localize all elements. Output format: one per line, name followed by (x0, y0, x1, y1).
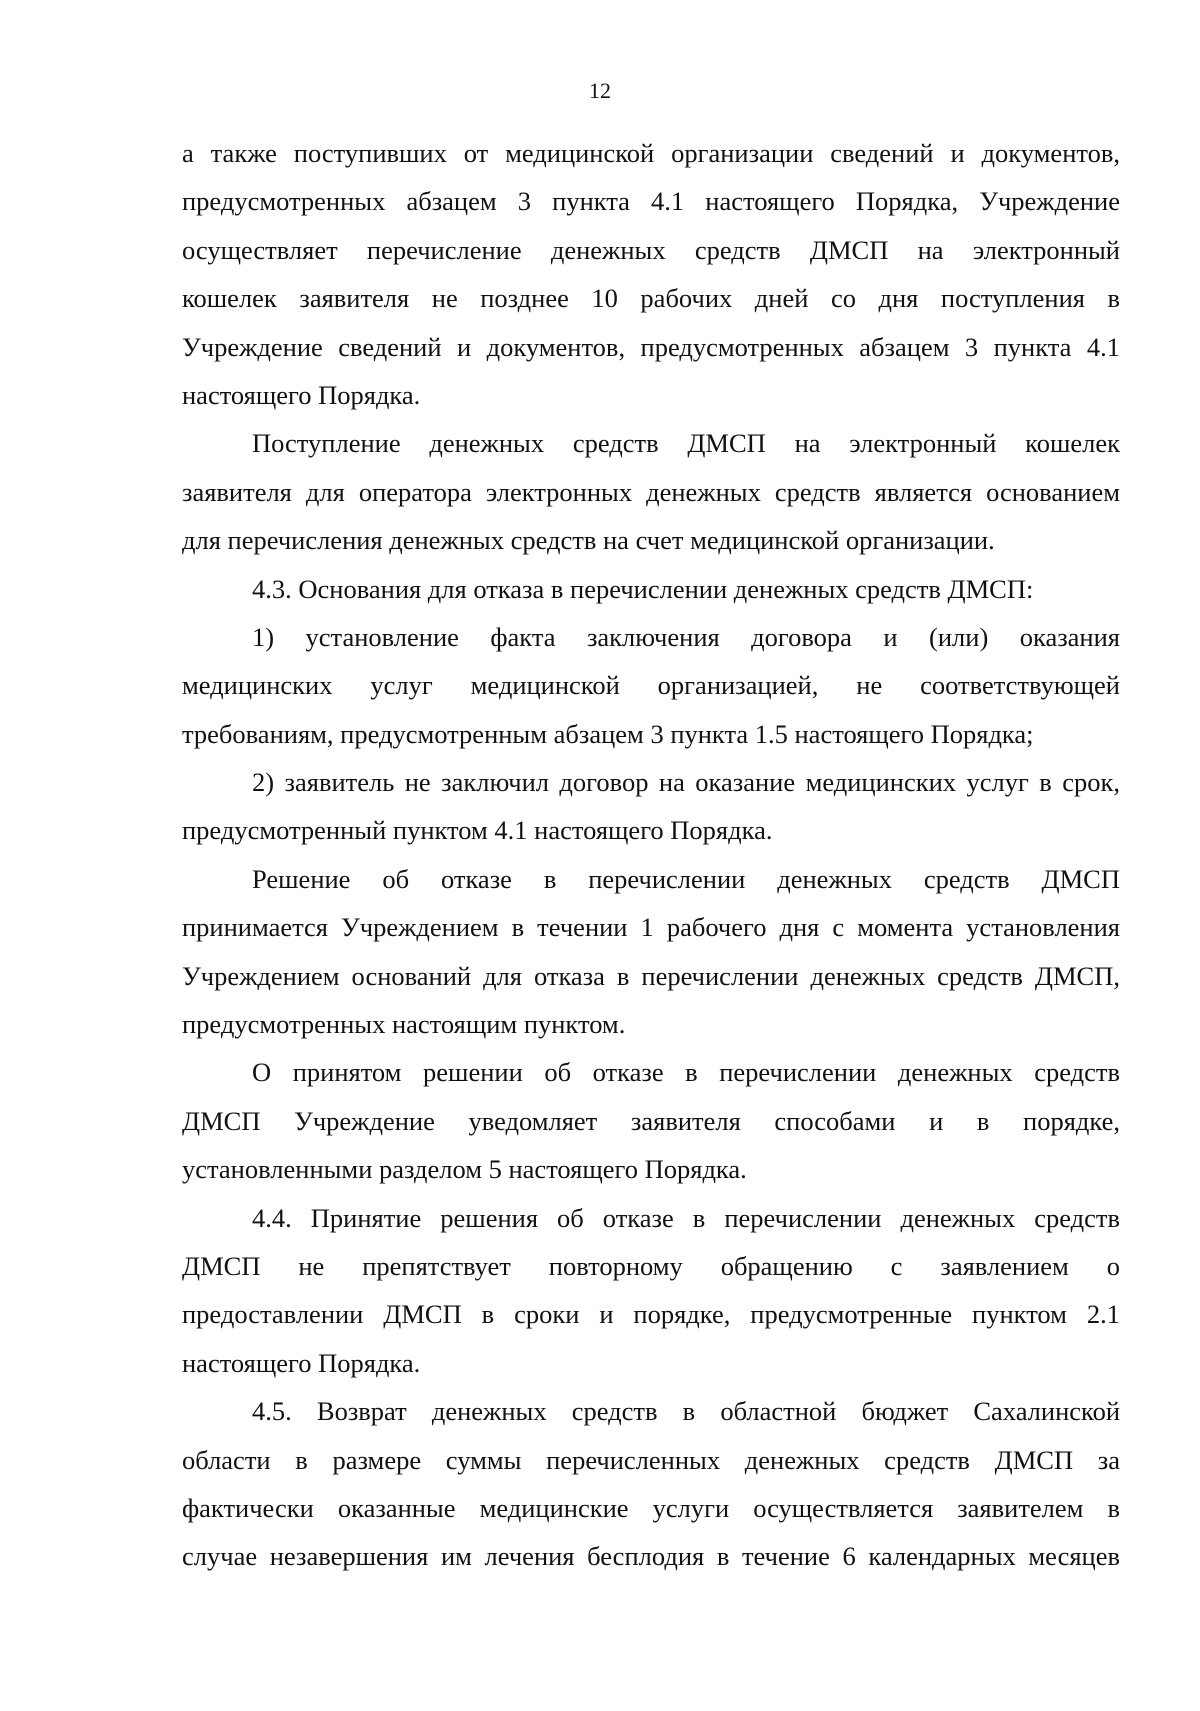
text-line: кошелек заявителя не позднее 10 рабочих дней со дня поступления в (182, 283, 1120, 314)
text-line: предусмотренный пунктом 4.1 настоящего Порядка. (182, 815, 773, 846)
text-line: 1) установление факта заключения договора и (или) оказания (252, 621, 1120, 652)
text-line: О принятом решении об отказе в перечислении денежных средств (252, 1057, 1120, 1088)
text-line: медицинских услуг медицинской организацией, не соответствующей (182, 670, 1120, 701)
text-line: осуществляет перечисление денежных средств ДМСП на электронный (182, 234, 1120, 265)
text-line: Учреждение сведений и документов, предусмотренных абзацем 3 пункта 4.1 (182, 331, 1120, 362)
paragraph (182, 613, 1120, 758)
text-line: требованиям, предусмотренным абзацем 3 пункта 1.5 настоящего Порядка; (182, 718, 1034, 749)
text-line: 4.3. Основания для отказа в перечислении денежных средств ДМСП: (252, 573, 1034, 604)
paragraph (182, 1048, 1120, 1193)
text-line: заявителя для оператора электронных денежных средств является основанием (182, 476, 1120, 507)
paragraph (182, 419, 1120, 564)
text-line: установленными разделом 5 настоящего Порядка. (182, 1154, 747, 1185)
text-line: настоящего Порядка. (182, 379, 421, 410)
text-line: 4.4. Принятие решения об отказе в перечислении денежных средств (252, 1202, 1120, 1233)
text-line: случае незавершения им лечения бесплодия в течение 6 календарных месяцев (182, 1541, 1120, 1572)
text-line: предусмотренных абзацем 3 пункта 4.1 настоящего Порядка, Учреждение (182, 186, 1120, 217)
text-line: Поступление денежных средств ДМСП на электронный кошелек (252, 428, 1120, 459)
text-line: для перечисления денежных средств на счет медицинской организации. (182, 525, 995, 556)
text-line: предоставлении ДМСП в сроки и порядке, предусмотренные пунктом 2.1 (182, 1299, 1120, 1330)
text-line: 2) заявитель не заключил договор на оказание медицинских услуг в срок, (252, 767, 1120, 798)
text-line: ДМСП не препятствует повторному обращению с заявлением о (182, 1250, 1120, 1281)
text-line: Решение об отказе в перечислении денежных средств ДМСП (252, 863, 1120, 894)
text-line: 4.5. Возврат денежных средств в областной бюджет Сахалинской (252, 1396, 1120, 1427)
text-line: фактически оказанные медицинские услуги осуществляется заявителем в (182, 1492, 1120, 1523)
paragraph (182, 1194, 1120, 1388)
text-line: принимается Учреждением в течении 1 рабочего дня с момента установления (182, 912, 1120, 943)
text-line: а также поступивших от медицинской организации сведений и документов, (182, 138, 1120, 168)
page-number: 12 (589, 78, 611, 103)
paragraph (182, 758, 1120, 855)
paragraph (182, 855, 1120, 1049)
paragraph (182, 565, 1120, 613)
paragraph (182, 1387, 1120, 1581)
text-line: предусмотренных настоящим пунктом. (182, 1009, 626, 1040)
text-line: области в размере суммы перечисленных денежных средств ДМСП за (182, 1444, 1120, 1475)
text-line: Учреждением оснований для отказа в перечислении денежных средств ДМСП, (182, 960, 1120, 991)
document-body (182, 129, 1120, 1581)
paragraph (182, 129, 1120, 419)
text-line: ДМСП Учреждение уведомляет заявителя способами и в порядке, (182, 1105, 1120, 1136)
text-line: настоящего Порядка. (182, 1347, 421, 1378)
